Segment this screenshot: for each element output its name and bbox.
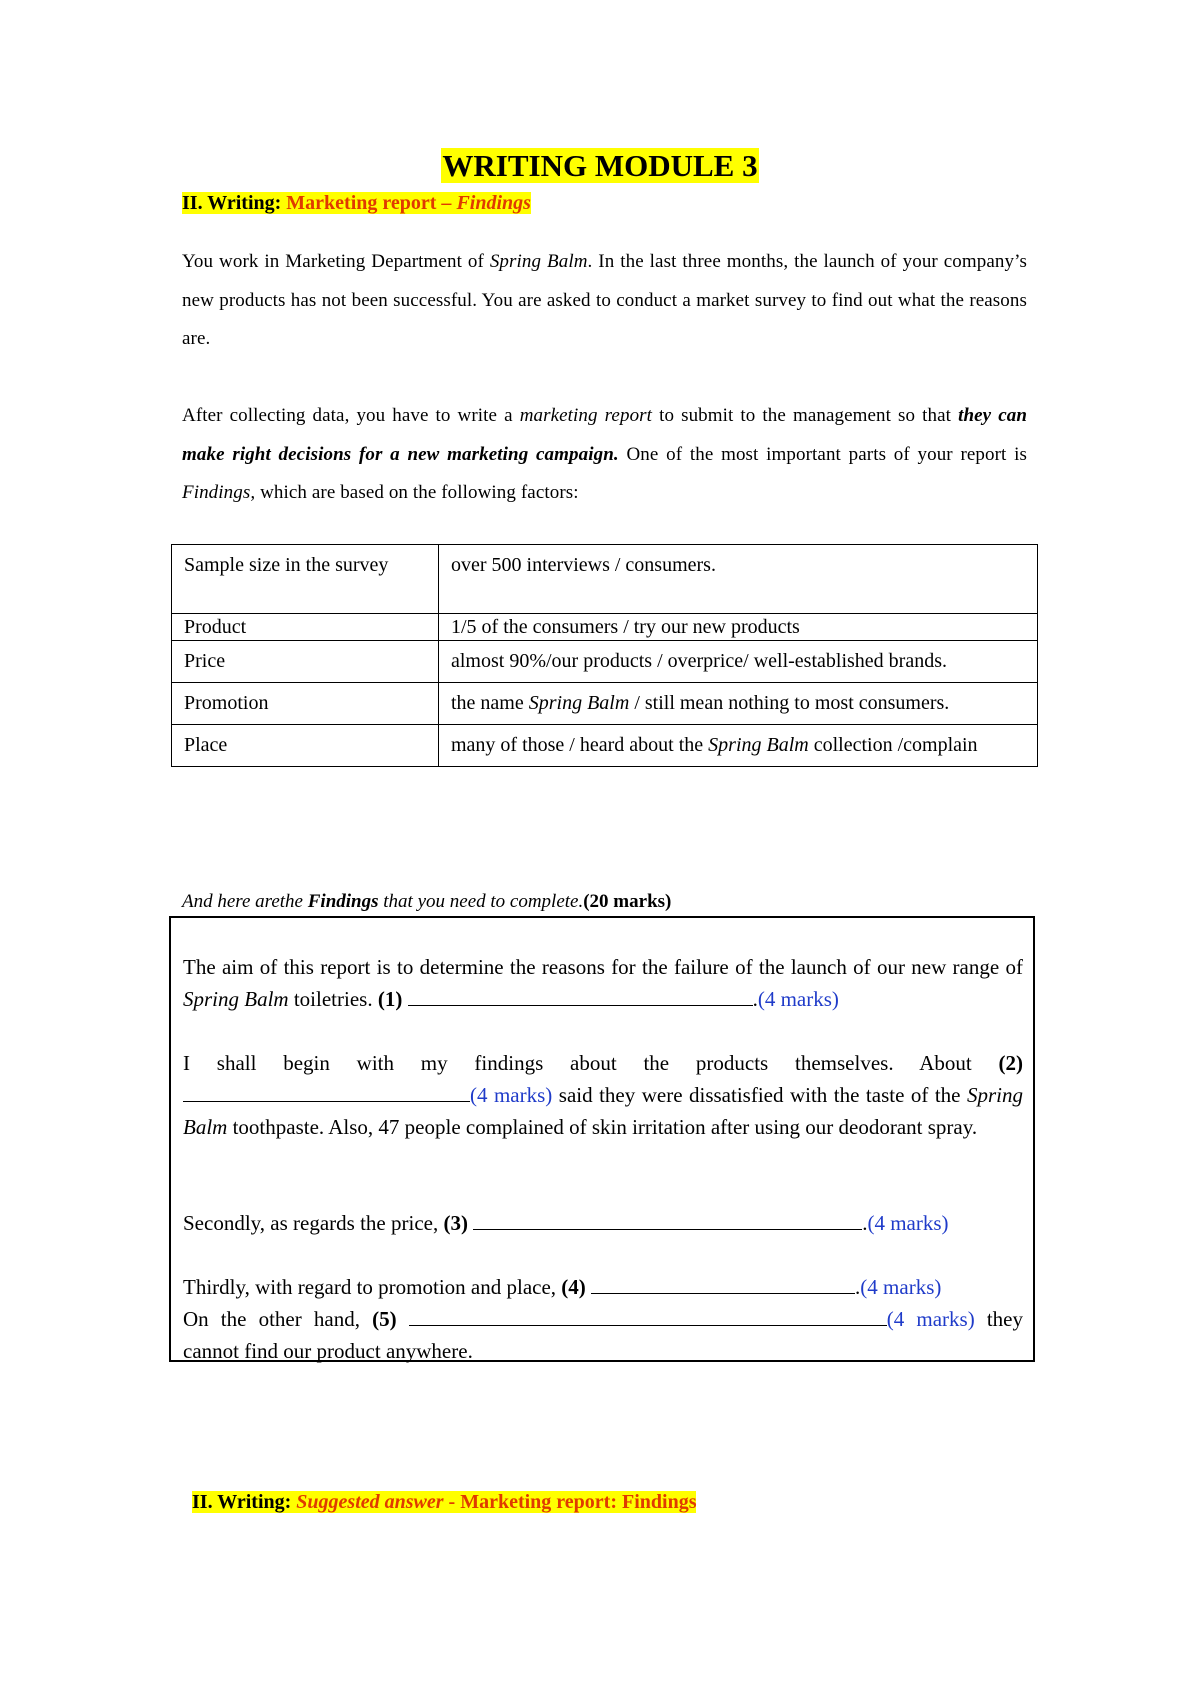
section-heading-findings: II. Writing: Marketing report – Findings — [182, 192, 531, 214]
table-row — [172, 545, 1038, 614]
factors-table — [171, 544, 1038, 767]
findings-paragraph-2: I shall begin with my findings about the products themselves. About (2) (4 marks) said they were dissatisfied with the taste of the Spring Balm toothpaste. Also, 47 people complained of skin irritation after using our deodorant spray. — [183, 1051, 1024, 1139]
findings-box — [169, 916, 1035, 1362]
findings-caption: And here arethe Findings that you need to complete.(20 marks) — [182, 891, 672, 912]
findings-paragraph-4: Thirdly, with regard to promotion and place, (4) .(4 marks) On the other hand, (5) (4 marks) they cannot find our product anywhere. — [183, 1275, 1023, 1363]
table-cell-value: many of those / heard about the Spring Balm collection /complain — [439, 725, 1038, 767]
table-cell-label: Product — [172, 614, 439, 641]
table-cell-value: over 500 interviews / consumers. — [439, 545, 1038, 614]
findings-paragraph-1: The aim of this report is to determine the reasons for the failure of the launch of our new range of Spring Balm toiletries. (1) .(4 marks) — [183, 955, 1023, 1011]
table-cell-label — [172, 545, 439, 614]
table-row — [172, 614, 1038, 641]
answer-blank-4[interactable] — [591, 1273, 855, 1294]
table-cell-label: Price — [172, 641, 439, 683]
table-cell-label-text: Sample size in the survey — [184, 554, 389, 576]
table-cell-value: the name Spring Balm / still mean nothing to most consumers. — [439, 683, 1038, 725]
task-paragraph-1: You work in Marketing Department of Spring Balm. In the last three months, the launch of your company’s new products has not been successful. You are asked to conduct a market survey to find out what the reasons are. — [182, 251, 1027, 349]
table-row — [172, 641, 1038, 683]
answer-blank-5[interactable] — [409, 1305, 887, 1326]
answer-blank-1[interactable] — [408, 985, 753, 1006]
section-heading-suggested-answer: II. Writing: Suggested answer - Marketing report: Findings — [192, 1491, 697, 1513]
table-cell-label: Promotion — [172, 683, 439, 725]
task-paragraph-2: After collecting data, you have to write a marketing report to submit to the management so that they can make right decisions for a new marketing campaign. One of the most important parts of your report is Findings, which are based on the following factors: — [182, 405, 1028, 503]
findings-paragraph-3: Secondly, as regards the price, (3) .(4 marks) — [183, 1211, 949, 1235]
table-row — [172, 725, 1038, 767]
answer-blank-3[interactable] — [473, 1209, 862, 1230]
table-cell-value: 1/5 of the consumers / try our new products — [439, 614, 1038, 641]
page-title: WRITING MODULE 3 — [442, 148, 758, 183]
table-cell-value: almost 90%/our products / overprice/ well-established brands. — [439, 641, 1038, 683]
table-cell-label: Place — [172, 725, 439, 767]
answer-blank-2[interactable] — [183, 1081, 470, 1102]
table-row — [172, 683, 1038, 725]
